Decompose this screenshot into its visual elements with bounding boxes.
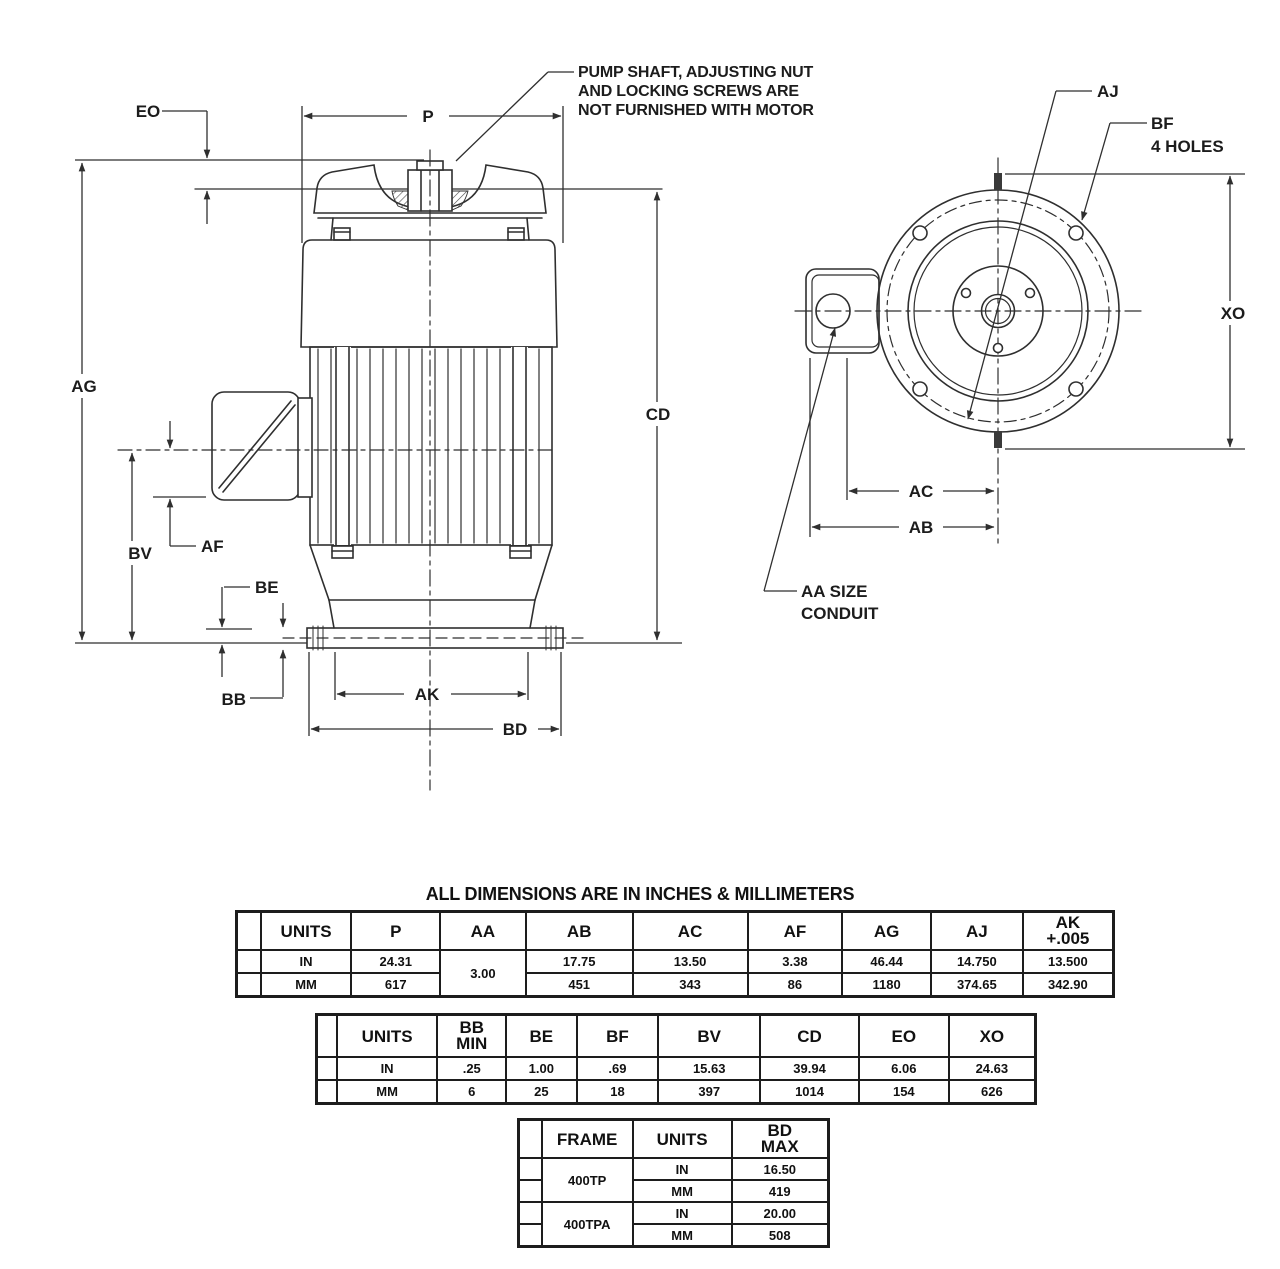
- col-header-bb-min: [437, 1015, 506, 1058]
- dim-label-bf-holes: 4 HOLES: [1151, 137, 1224, 156]
- col-header-bd-line2: MAX: [760, 1137, 799, 1156]
- value-p-in: 24.31: [351, 950, 440, 973]
- dim-label-p: P: [422, 107, 434, 126]
- tables-title: ALL DIMENSIONS ARE IN INCHES & MILLIMETERS: [425, 884, 855, 904]
- neck-right: [527, 218, 529, 240]
- col-header-af: AF: [748, 912, 843, 951]
- conduit-box-mount: [298, 398, 312, 497]
- value-ab-mm: 451: [526, 973, 633, 997]
- note-line-1: PUMP SHAFT, ADJUSTING NUT: [578, 64, 814, 81]
- col-header-frame: FRAME: [542, 1120, 633, 1159]
- row-unit-label: MM: [337, 1080, 438, 1104]
- key-tab-top: [994, 173, 1002, 190]
- key-tab-bottom: [994, 431, 1002, 448]
- note-line-3: NOT FURNISHED WITH MOTOR: [578, 102, 814, 119]
- col-header-aj: AJ: [931, 912, 1023, 951]
- tie-rod-top-nuts: [334, 228, 524, 240]
- spacer-cell: [519, 1202, 542, 1224]
- value-ak-in: 13.500: [1023, 950, 1114, 973]
- spacer-cell: [317, 1080, 337, 1104]
- col-header-ac: AC: [633, 912, 748, 951]
- aa-leader-diagonal: [764, 328, 835, 591]
- value-aa-shared: 3.00: [440, 950, 526, 997]
- value-bf-in: .69: [577, 1057, 659, 1080]
- col-header-ak: [1023, 912, 1114, 951]
- col-header-ab: AB: [526, 912, 633, 951]
- value-eo-in: 6.06: [859, 1057, 949, 1080]
- value-ac-in: 13.50: [633, 950, 748, 973]
- dim-label-bf: BF: [1151, 114, 1174, 133]
- value-cd-in: 39.94: [760, 1057, 859, 1080]
- spacer-cell: [317, 1057, 337, 1080]
- col-header-bb-line2: MIN: [456, 1034, 488, 1053]
- value-bb-mm: 6: [437, 1080, 506, 1104]
- col-header-units: UNITS: [261, 912, 352, 951]
- lower-bracket-right: [535, 545, 552, 600]
- spacer-cell: [519, 1120, 542, 1159]
- aj-leader-diagonal: [968, 91, 1056, 419]
- value-bd-400tpa-in: 20.00: [732, 1202, 829, 1224]
- col-header-bv: BV: [658, 1015, 760, 1058]
- value-bv-mm: 397: [658, 1080, 760, 1104]
- value-xo-in: 24.63: [949, 1057, 1036, 1080]
- col-header-aa: AA: [440, 912, 526, 951]
- col-header-ak-line1: AK: [1055, 913, 1081, 932]
- frame-table: [517, 1118, 830, 1248]
- dim-label-be: BE: [255, 578, 279, 597]
- col-header-be: BE: [506, 1015, 577, 1058]
- value-bd-400tp-in: 16.50: [732, 1158, 829, 1180]
- pump-shaft-note: [578, 64, 814, 119]
- value-ag-in: 46.44: [842, 950, 931, 973]
- dim-label-bb: BB: [221, 690, 246, 709]
- spigot-left: [329, 600, 334, 628]
- neck-left: [331, 218, 333, 240]
- row-unit-label: MM: [633, 1180, 732, 1202]
- conduit-box-side: [212, 392, 300, 500]
- value-p-mm: 617: [351, 973, 440, 997]
- dim-label-ac: AC: [908, 482, 934, 501]
- value-bd-400tpa-mm: 508: [732, 1224, 829, 1247]
- spacer-cell: [237, 950, 261, 973]
- row-unit-label: MM: [261, 973, 352, 997]
- dim-label-xo: XO: [1220, 304, 1246, 323]
- col-header-ag: AG: [842, 912, 931, 951]
- value-aj-mm: 374.65: [931, 973, 1023, 997]
- value-ac-mm: 343: [633, 973, 748, 997]
- row-unit-label: IN: [261, 950, 352, 973]
- dim-label-bd: BD: [502, 720, 528, 739]
- col-header-bd-max: [732, 1120, 829, 1159]
- bf-leader-diagonal: [1082, 123, 1110, 220]
- tie-rod-right: [510, 347, 531, 558]
- col-header-units: UNITS: [633, 1120, 732, 1159]
- aa-conduit-label-2: CONDUIT: [801, 604, 879, 623]
- col-header-bf: BF: [577, 1015, 659, 1058]
- tie-rod-left: [332, 347, 353, 558]
- dim-label-af: AF: [201, 537, 224, 556]
- value-af-mm: 86: [748, 973, 843, 997]
- side-view-dimensions: [75, 72, 682, 736]
- primary-dimension-table: [235, 910, 1115, 998]
- col-header-units: UNITS: [337, 1015, 438, 1058]
- col-header-eo: EO: [859, 1015, 949, 1058]
- value-bd-400tp-mm: 419: [732, 1180, 829, 1202]
- value-xo-mm: 626: [949, 1080, 1036, 1104]
- value-ak-mm: 342.90: [1023, 973, 1114, 997]
- col-header-bd-line1: BD: [767, 1121, 793, 1140]
- value-cd-mm: 1014: [760, 1080, 859, 1104]
- spacer-cell: [519, 1224, 542, 1247]
- value-aj-in: 14.750: [931, 950, 1023, 973]
- secondary-dimension-table: [315, 1013, 1037, 1105]
- value-bf-mm: 18: [577, 1080, 659, 1104]
- dim-label-ag: AG: [71, 377, 97, 396]
- col-header-xo: XO: [949, 1015, 1036, 1058]
- spacer-cell: [237, 973, 261, 997]
- col-header-ak-line2: +.005: [1046, 929, 1090, 948]
- value-ab-in: 17.75: [526, 950, 633, 973]
- lower-bracket-left: [310, 545, 329, 600]
- spigot-right: [530, 600, 535, 628]
- col-header-bb-line1: BB: [459, 1018, 485, 1037]
- flange-bolt-marks: [313, 626, 556, 650]
- dim-label-ak: AK: [414, 685, 440, 704]
- value-be-mm: 25: [506, 1080, 577, 1104]
- spacer-cell: [237, 912, 261, 951]
- row-unit-label: IN: [337, 1057, 438, 1080]
- col-header-p: P: [351, 912, 440, 951]
- dim-label-bv: BV: [128, 544, 152, 563]
- dim-label-eo: EO: [135, 102, 161, 121]
- col-header-cd: CD: [760, 1015, 859, 1058]
- spacer-cell: [317, 1015, 337, 1058]
- row-unit-label: IN: [633, 1158, 732, 1180]
- dim-label-ab: AB: [908, 518, 934, 537]
- value-ag-mm: 1180: [842, 973, 931, 997]
- row-unit-label: MM: [633, 1224, 732, 1247]
- value-bb-in: .25: [437, 1057, 506, 1080]
- value-eo-mm: 154: [859, 1080, 949, 1104]
- value-bv-in: 15.63: [658, 1057, 760, 1080]
- note-line-2: AND LOCKING SCREWS ARE: [578, 83, 799, 100]
- upper-bracket: [301, 240, 557, 347]
- aa-conduit-label-1: AA SIZE: [801, 582, 868, 601]
- frame-name: 400TPA: [542, 1202, 633, 1247]
- spacer-cell: [519, 1180, 542, 1202]
- row-unit-label: IN: [633, 1202, 732, 1224]
- value-af-in: 3.38: [748, 950, 843, 973]
- value-be-in: 1.00: [506, 1057, 577, 1080]
- dim-label-cd: CD: [645, 405, 671, 424]
- dim-label-aj: AJ: [1097, 82, 1119, 101]
- cooling-fins: [318, 349, 539, 543]
- spacer-cell: [519, 1158, 542, 1180]
- frame-name: 400TP: [542, 1158, 633, 1202]
